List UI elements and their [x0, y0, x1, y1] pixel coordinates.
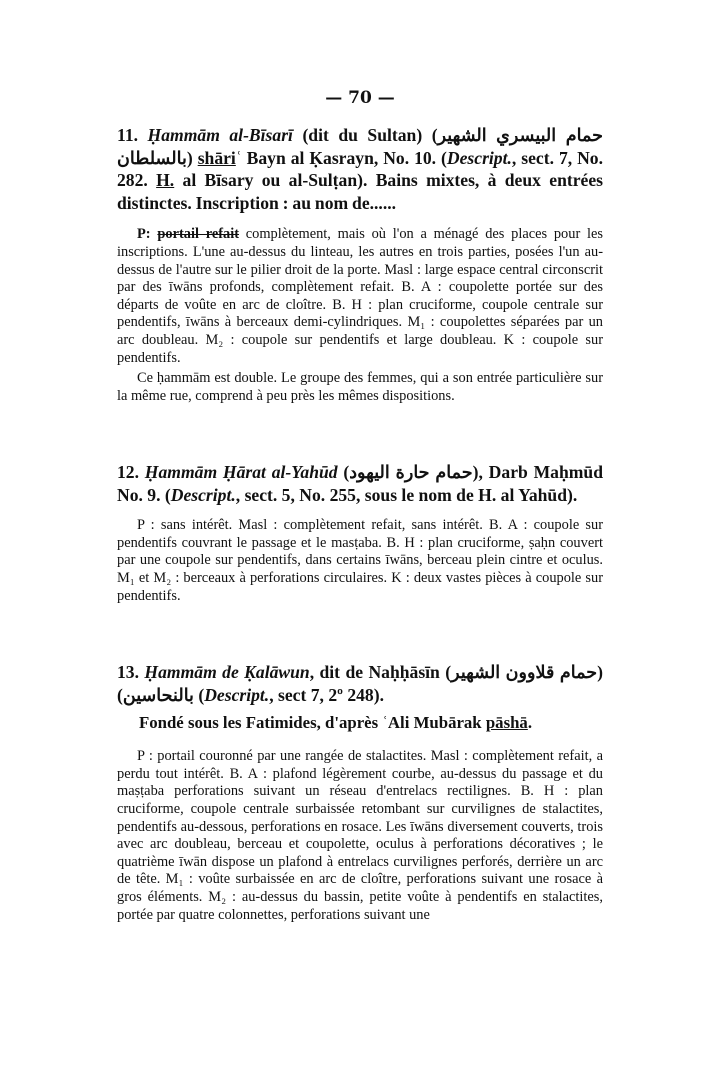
street-word: shāri	[197, 147, 236, 168]
arabic-name: حمام البيسري الشهير بالسلطان	[117, 125, 603, 168]
entry-title: Ḥammām al-Bīsarī	[147, 125, 293, 145]
heading-text: (	[337, 462, 350, 482]
entry-number: 13.	[117, 662, 139, 682]
heading-text: (	[193, 684, 205, 705]
entry-11	[117, 124, 603, 405]
heading-text: , sect. 5, No. 255, sous le nom de H. al Yahūd).	[235, 484, 578, 505]
entry-13-description: P : portail couronné par une rangée de stalactites. Masl : complètement refait, a perdu tout intérêt. B. A : plafond légèrement courbe, au-dessus du passage et du maṣṭaba perforations suivant un réseau d'entrelacs rectilignes. B. H : plan cruciforme, coupole centrale surbaissée retombant sur curvilignes de stalactites, pendentifs au-dessous, perforations en rosace. Les īwāns diversement couverts, trois avec arc doubleau, berceau et coupolette, oculus à perforations décoratives ; le quatrième īwān dispose un plafond à entrelacs curvilignes perforés, derrière un arc de tête. M₁ : voûte surbaissée en arc de cloître, perforations suivant une rosace à gros éléments. M₂ : au-dessus du bassin, petite voûte à pendentifs en stalactites, portée par quatre colonnettes, perforations suivant une	[117, 748, 603, 923]
entry-11-description	[117, 226, 603, 367]
entry-title: Ḥammām de Ḳalāwun	[144, 662, 310, 682]
heading-text: , dit de Naḥḥāsīn (	[309, 662, 452, 682]
page-number: — 70 —	[325, 88, 395, 108]
heading-text: )	[186, 147, 198, 168]
entry-12	[117, 461, 603, 605]
descript-ref: Descript.	[170, 484, 236, 505]
heading-text: ), Darb Maḥmūd No. 9. (	[117, 462, 603, 505]
entry-12-heading	[117, 461, 603, 506]
arabic-name: حمام قلاوون الشهير	[451, 662, 598, 682]
entry-number: 11.	[117, 125, 139, 145]
descript-ref: Descript.	[204, 684, 270, 705]
arabic-name-cont: بالنحاسين	[122, 684, 194, 705]
entry-12-description: P : sans intérêt. Masl : complètement refait, sans intérêt. B. A : coupole sur pendentifs couvrant le passage et le masṭaba. B. H : plan cruciforme, ṣaḥn couvert par une coupole sur pendentifs, dans certains īwāns, berceau plein cintre et oculus. M₁ et M₂ : berceaux à perforations circulaires. K : deux vastes pièces à coupole sur pendentifs.	[117, 517, 603, 604]
entry-11-heading	[117, 124, 603, 214]
descript-ref: Descript.	[446, 147, 512, 168]
entry-13	[117, 661, 603, 924]
heading-text: , sect 7, 2º 248).	[269, 684, 384, 705]
heading-text: , sect. 7, No. 282.	[117, 147, 603, 191]
entry-title: Ḥammām Ḥārat al-Yahūd	[144, 462, 338, 482]
pasha-word: pāshā	[485, 713, 528, 733]
founded-text: .	[527, 713, 533, 733]
entry-13-heading: 13. Ḥammām de Ḳalāwun, dit de Naḥḥāsīn (حمام قلاوون الشهير) (بالنحاسين (Descript., sect 7, 2º 248).	[117, 662, 603, 705]
heading-text: al Bīsary ou al-Sulṭan). Bains mixtes, à deux entrées distinctes. Inscription : au nom de......	[117, 170, 604, 213]
portail-label: P:	[137, 226, 151, 243]
founded-text: Fondé sous les Fatimides, d'après ʿAli Mubārak	[139, 713, 486, 733]
struck-text: portail refait	[157, 226, 240, 243]
entry-number: 12.	[117, 462, 139, 482]
heading-text: ʿ Bayn al Ḳasrayn, No. 10. (	[235, 147, 447, 168]
arabic-name: حمام حارة اليهود	[349, 462, 473, 482]
heading-text: (dit du Sultan) (	[292, 125, 438, 145]
founded-note	[117, 712, 603, 734]
entry-11-note: Ce ḥammām est double. Le groupe des femmes, qui a son entrée particulière sur la même rue, comprend à peu près les mêmes dispositions.	[117, 370, 603, 404]
description-text: complètement, mais où l'on a ménagé des places pour les inscriptions. L'une au-dessus du linteau, les autres en trois parties, posées l'un au-dessus de l'autre sur le pilier droit de la porte. Masl : large espace central circonscrit par des īwāns profonds, complètement refait. B. A : coupolette portée sur des départs de voûte en arc de cloître. B. H : plan cruciforme, coupole centrale sur pendentifs, īwāns à berceaux demi-cylindriques. M₁ : coupolettes séparées par un arc doubleau. M₂ : coupole sur pendentifs et large doubleau. K : coupole sur pendentifs.	[117, 226, 603, 366]
h-abbrev: H.	[156, 170, 175, 191]
